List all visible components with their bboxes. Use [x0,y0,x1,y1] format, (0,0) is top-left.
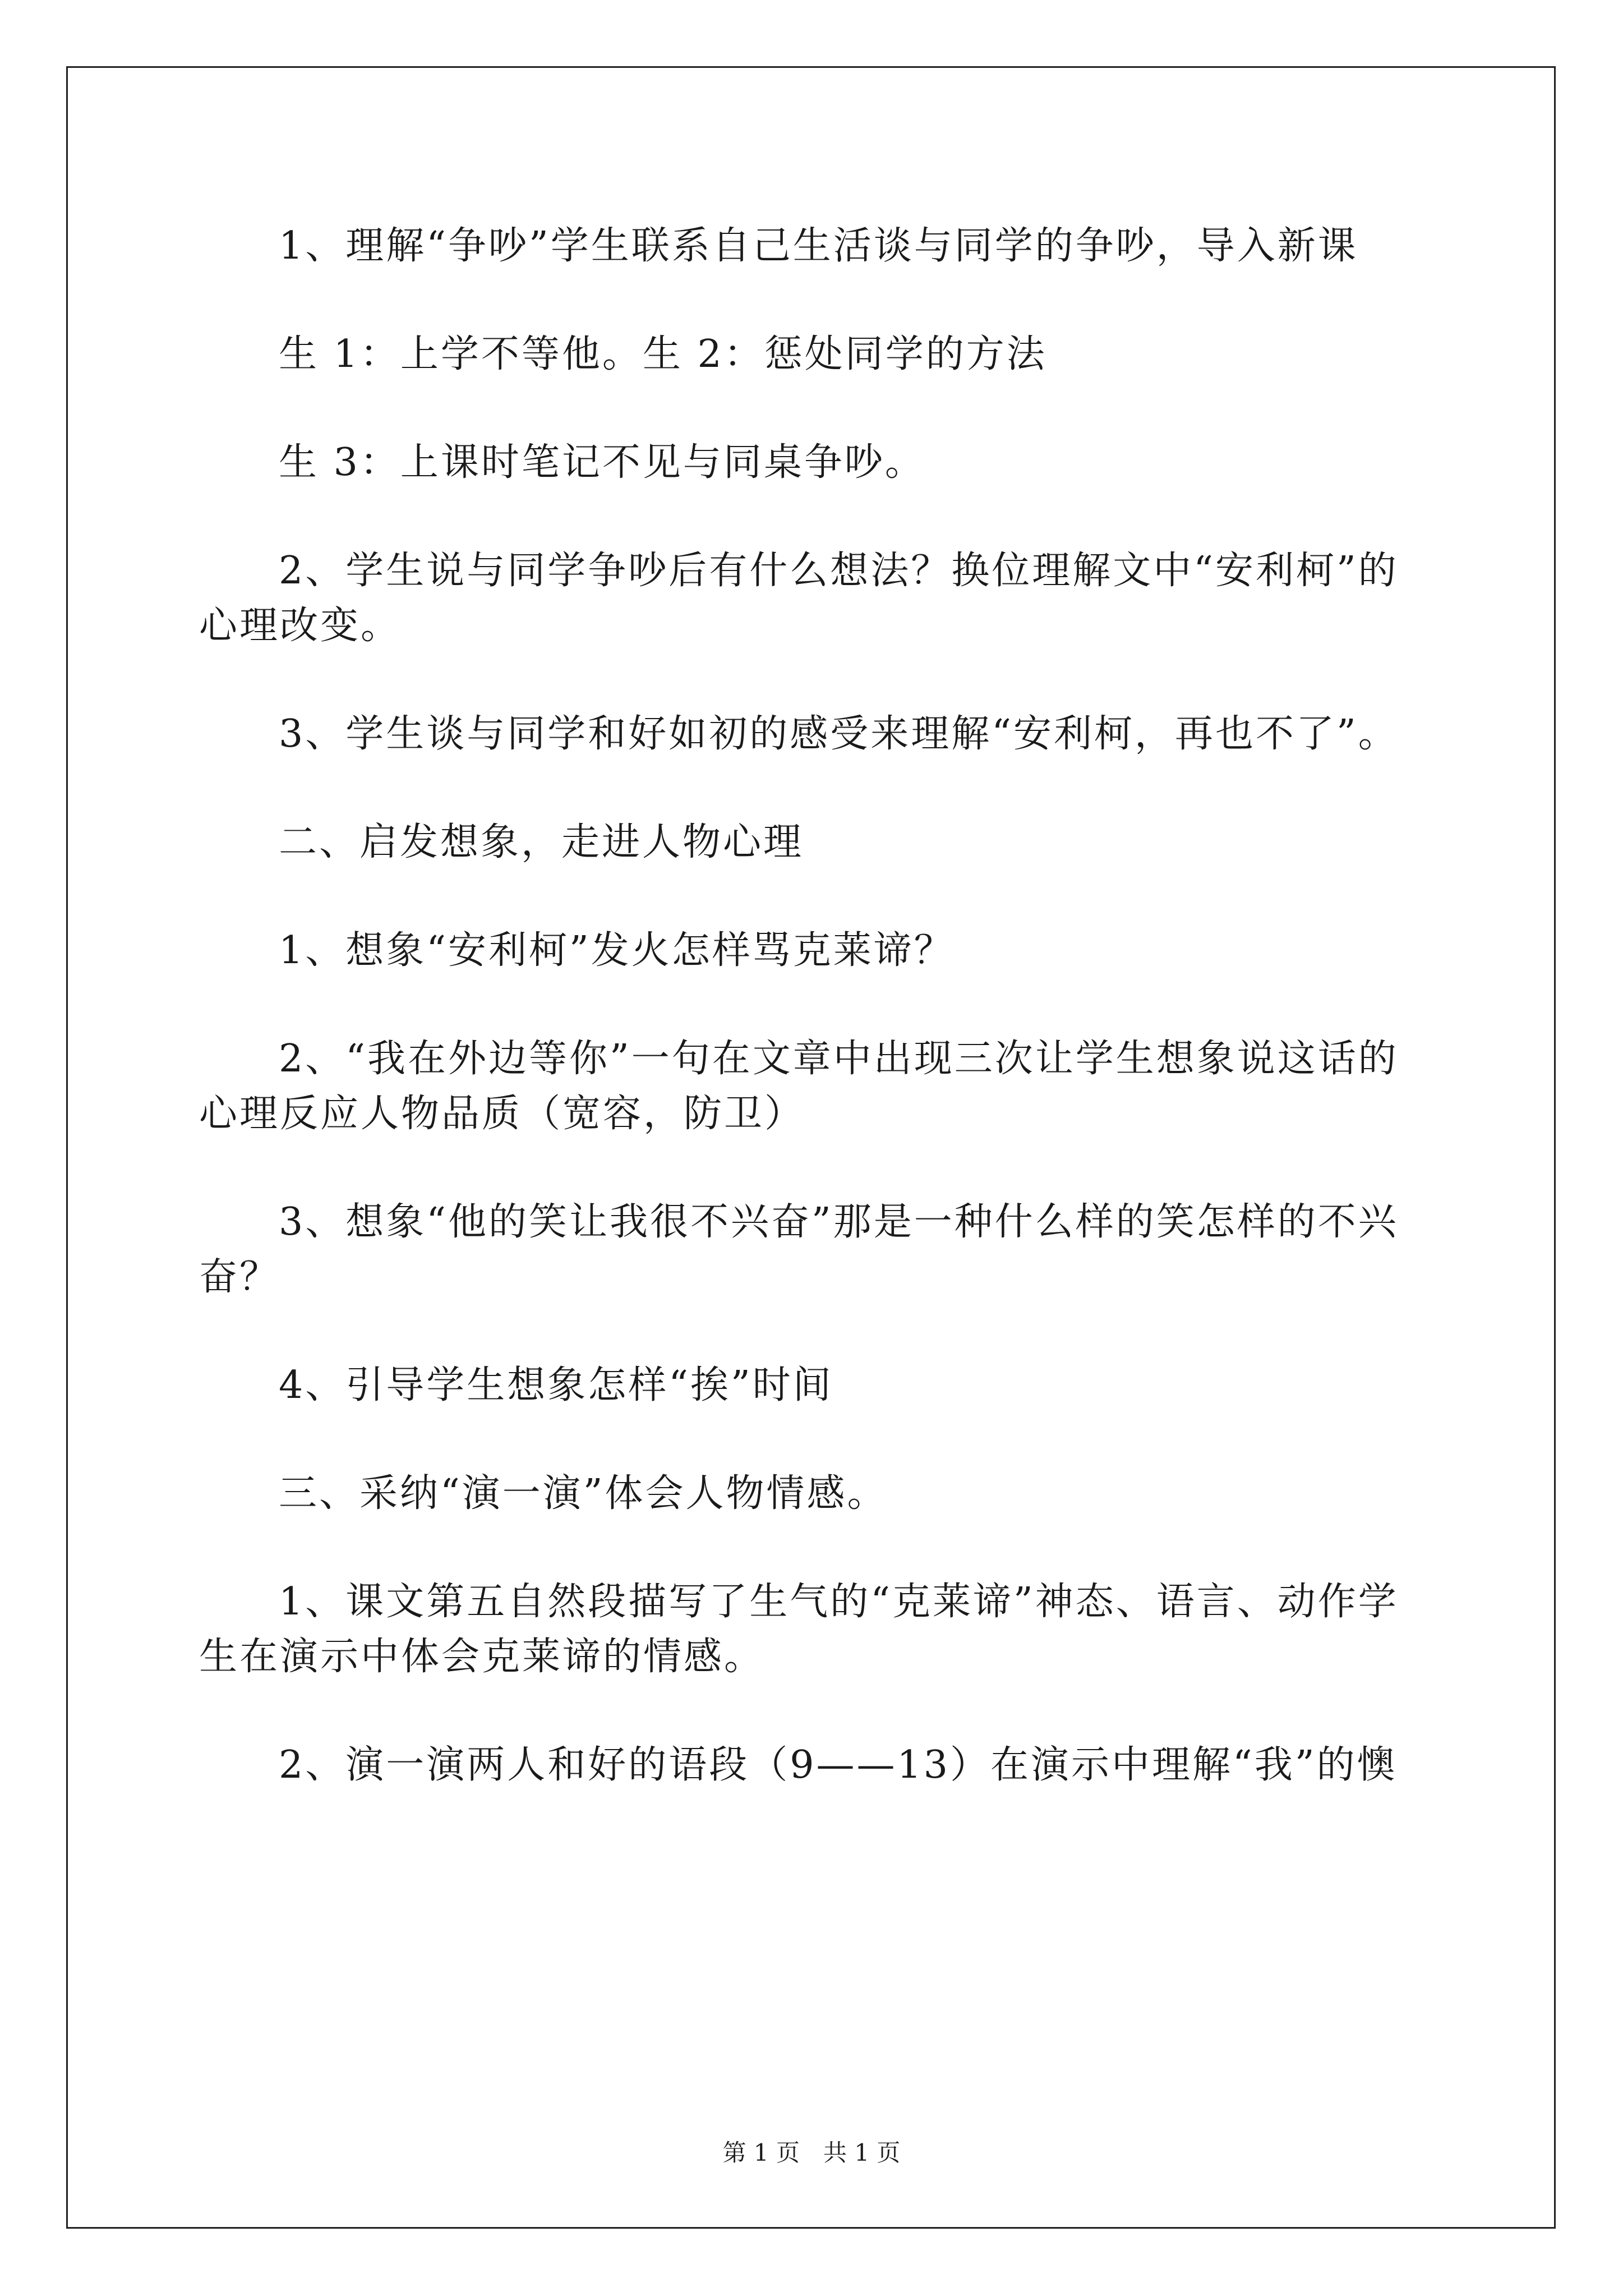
paragraph: 3、想象“他的笑让我很不兴奋”那是一种什么样的笑怎样的不兴奋？ [199,1200,1399,1299]
paragraph: 2、学生说与同学争吵后有什么想法？换位理解文中“安利柯”的心理改变。 [199,549,1399,648]
paragraph: 1、想象“安利柯”发火怎样骂克莱谛？ [279,928,955,973]
paragraph: 二、启发想象，走进人物心理 [279,820,804,864]
paragraph: 生 1：上学不等他。生 2：惩处同学的方法 [279,332,1047,376]
paragraph: 2、“我在外边等你”一句在文章中出现三次让学生想象说这话的心理反应人物品质（宽容，防卫） [199,1037,1399,1136]
paragraph: 1、课文第五自然段描写了生气的“克莱谛”神态、语言、动作学生在演示中体会克莱谛的情感。 [199,1580,1399,1679]
paragraph: 4、引导学生想象怎样“挨”时间 [279,1363,833,1407]
page-number-footer: 第 1 页 共 1 页 [722,2139,901,2166]
document-body [199,219,1427,1846]
paragraph: 生 3：上课时笔记不见与同桌争吵。 [279,440,925,485]
paragraph: 2、演一演两人和好的语段（9——13）在演示中理解“我”的懊 [279,1743,1398,1787]
paragraph: 1、理解“争吵”学生联系自己生活谈与同学的争吵，导入新课 [279,224,1358,268]
paragraph: 三、采纳“演一演”体会人物情感。 [279,1471,888,1516]
paragraph: 3、学生谈与同学和好如初的感受来理解“安利柯，再也不了”。 [279,712,1399,756]
